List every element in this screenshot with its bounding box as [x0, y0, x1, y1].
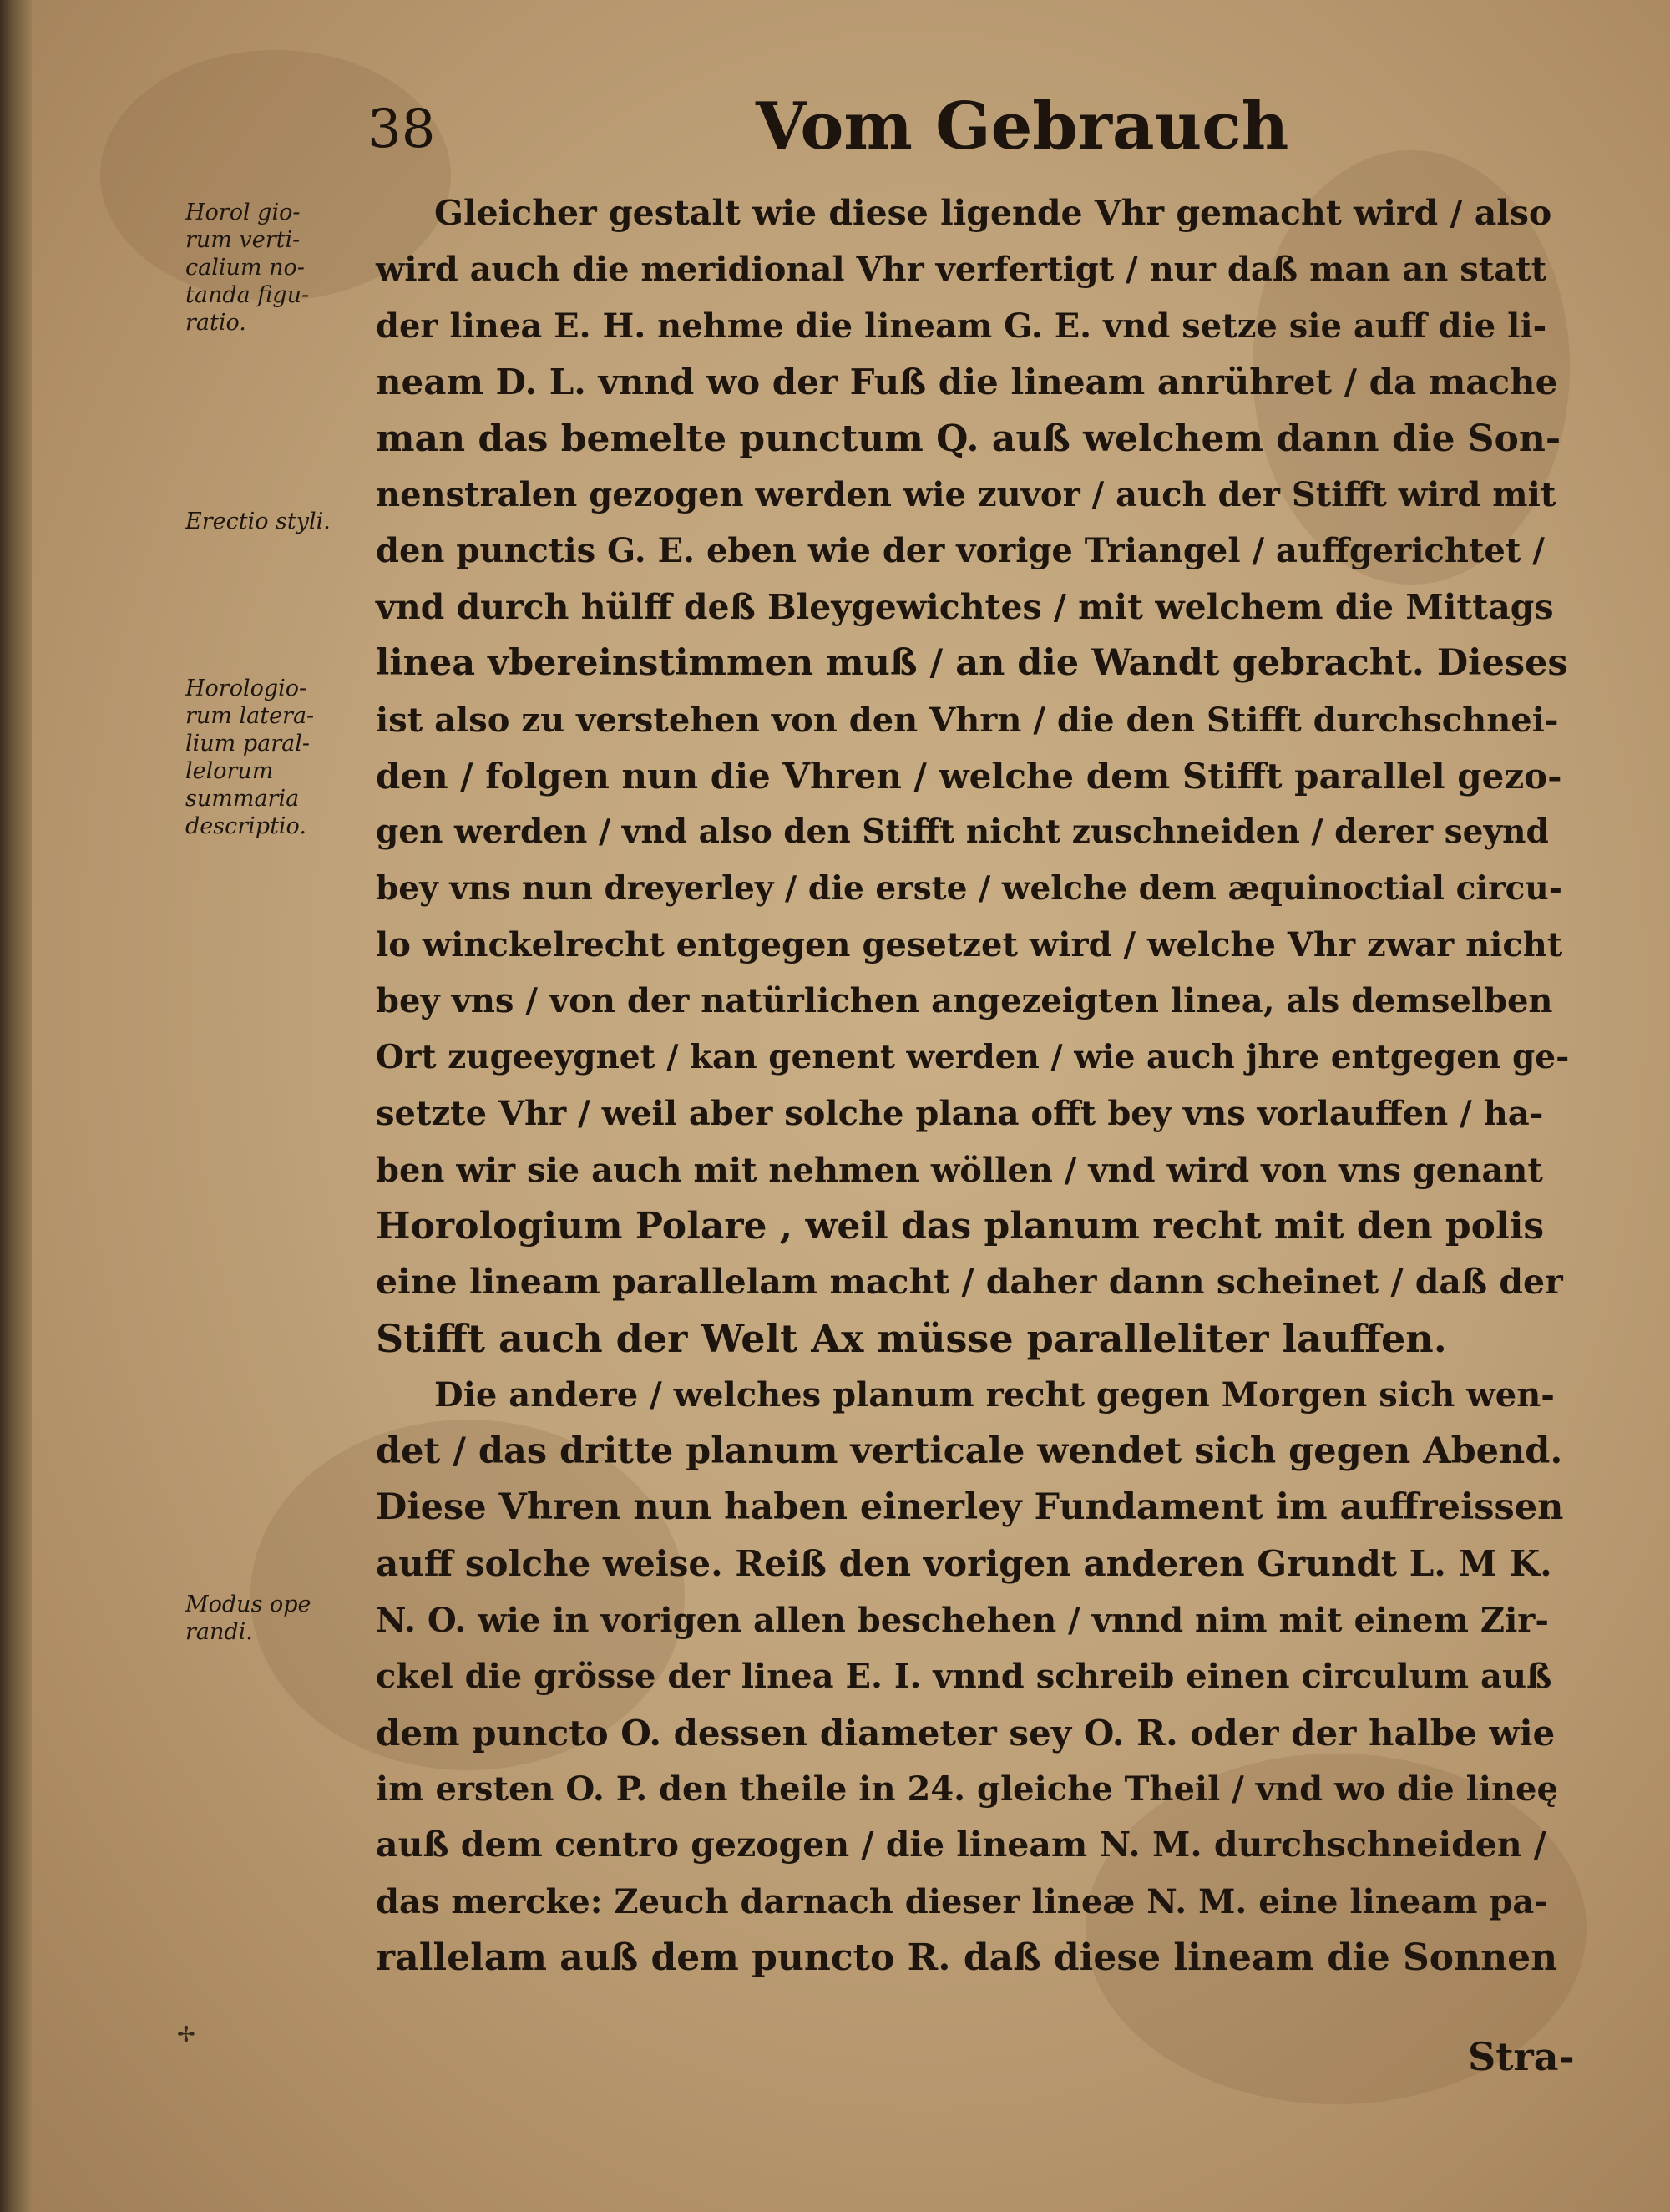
text-line: im ersten O. P. den theile in 24. gleiche Theil / vnd wo die lineę — [376, 1769, 1558, 1809]
ink-smudge-mark: ✢ — [177, 2022, 195, 2047]
text-line: N. O. wie in vorigen allen beschehen / vnnd nim mit einem Zir- — [376, 1600, 1549, 1640]
text-line: ben wir sie auch mit nehmen wöllen / vnd wird von vns genant — [376, 1150, 1543, 1190]
text-line: den / folgen nun die Vhren / welche dem Stifft parallel gezo- — [376, 755, 1562, 797]
page-spine-shadow — [0, 0, 32, 2212]
text-line: ckel die grösse der linea E. I. vnnd schreib einen circulum auß — [376, 1657, 1552, 1697]
text-line: eine lineam parallelam macht / daher dann scheinet / daß der — [376, 1262, 1563, 1303]
marginal-line: rum verti- — [185, 227, 301, 253]
text-line: lo winckelrecht entgegen gesetzet wird / welche Vhr zwar nicht — [376, 925, 1563, 965]
text-line: Ort zugeeygnet / kan genent werden / wie auch jhre entgegen ge- — [376, 1037, 1570, 1076]
text-line: det / das dritte planum verticale wendet sich gegen Abend. — [376, 1430, 1563, 1472]
marginal-line: rum latera- — [185, 703, 315, 729]
text-line: auß dem centro gezogen / die lineam N. M. durchschneiden / — [376, 1825, 1546, 1865]
marginal-line: lelorum — [185, 758, 274, 784]
marginal-line: Horologio- — [185, 676, 307, 701]
marginal-line: tanda figu- — [185, 282, 310, 308]
text-line: vnd durch hülff deß Bleygewichtes / mit welchem die Mittags — [376, 586, 1554, 627]
text-line: Die andere / welches planum recht gegen Morgen sich wen- — [434, 1375, 1555, 1415]
text-line: Horologium Polare , weil das planum recht mit den polis — [376, 1205, 1545, 1248]
catchword: Stra- — [1468, 2034, 1575, 2079]
text-line: das mercke: Zeuch darnach dieser lineæ N. M. eine lineam pa- — [376, 1881, 1548, 1921]
running-title: Vom Gebrauch — [756, 89, 1289, 165]
text-line: bey vns / von der natürlichen angezeigten linea, als demselben — [376, 981, 1553, 1021]
marginal-line: descriptio. — [185, 813, 306, 839]
page-number: 38 — [367, 99, 436, 160]
marginal-note-erectio — [185, 508, 352, 535]
text-line: bey vns nun dreyerley / die erste / welche dem æquinoctial circu- — [376, 868, 1562, 908]
page-header — [0, 89, 1670, 182]
text-line: linea vbereinstimmen muß / an die Wandt gebracht. Dieses — [376, 642, 1568, 685]
text-line: Stifft auch der Welt Ax müsse paralleliter lauffen. — [376, 1315, 1447, 1361]
text-line: auff solche weise. Reiß den vorigen anderen Grundt L. M K. — [376, 1543, 1552, 1585]
marginal-note-modus — [185, 1591, 352, 1646]
text-line: den punctis G. E. eben wie der vorige Triangel / auffgerichtet / — [376, 531, 1545, 571]
text-line: man das bemelte punctum Q. auß welchem dann die Son- — [376, 417, 1561, 460]
text-line: neam D. L. vnnd wo der Fuß die lineam anrühret / da mache — [376, 362, 1558, 403]
marginal-line: ratio. — [185, 310, 246, 336]
text-line: rallelam auß dem puncto R. daß diese lineam die Sonnen — [376, 1936, 1558, 1980]
text-line: gen werden / vnd also den Stifft nicht zuschneiden / derer seynd — [376, 812, 1549, 852]
marginal-line: lium paral- — [185, 731, 310, 757]
marginal-line: Erectio styli. — [185, 509, 331, 534]
text-line: Diese Vhren nun haben einerley Fundament im auffreissen — [376, 1486, 1564, 1528]
text-line: wird auch die meridional Vhr verfertigt / nur daß man an statt — [376, 250, 1547, 290]
marginal-note-horologiorum — [185, 675, 352, 840]
text-line: der linea E. H. nehme die lineam G. E. vnd setze sie auff die li- — [376, 306, 1547, 346]
marginal-line: summaria — [185, 786, 300, 812]
marginal-line: Horol gio- — [185, 200, 301, 225]
main-text-block — [376, 185, 1570, 1987]
marginal-line: Modus ope — [185, 1592, 311, 1617]
text-line: Gleicher gestalt wie diese ligende Vhr gemacht wird / also — [434, 193, 1552, 233]
marginal-line: calium no- — [185, 255, 305, 281]
marginal-line: randi. — [185, 1619, 253, 1645]
text-line: setzte Vhr / weil aber solche plana offt bey vns vorlauffen / ha- — [376, 1094, 1544, 1134]
text-line: dem puncto O. dessen diameter sey O. R. oder der halbe wie — [376, 1712, 1556, 1754]
text-line: nenstralen gezogen werden wie zuvor / auch der Stifft wird mit — [376, 474, 1556, 514]
marginal-note-horol — [185, 199, 352, 337]
text-line: ist also zu verstehen von den Vhrn / die den Stifft durchschnei- — [376, 700, 1559, 740]
